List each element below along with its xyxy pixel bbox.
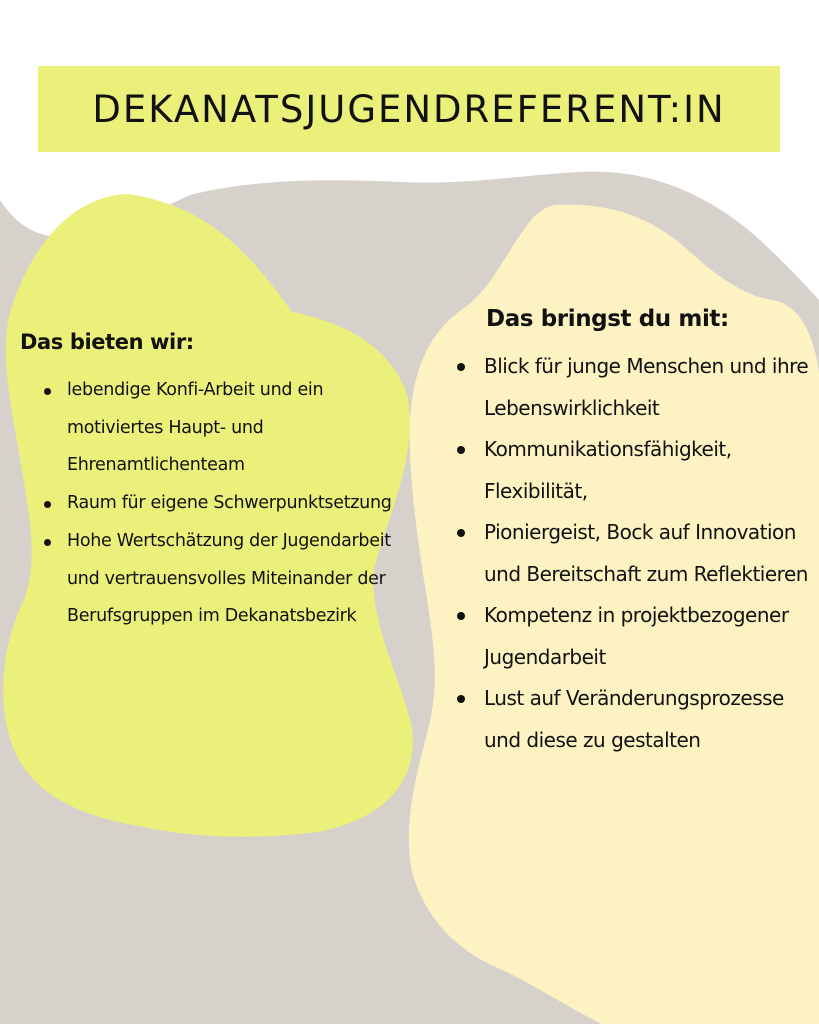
bullet-icon [457, 529, 465, 537]
list-item [20, 523, 410, 636]
list-item-text: Lust auf Veränderungsprozesse und diese zu gestalten [484, 686, 784, 752]
list-item-text: Kompetenz in projektbezogener Jugendarbeit [484, 603, 789, 669]
offer-list [20, 372, 410, 636]
offer-panel [20, 330, 410, 636]
list-item [450, 346, 815, 429]
list-item [20, 485, 410, 523]
bullet-icon [44, 388, 51, 395]
list-item-text: Hohe Wertschätzung der Jugendarbeit und vertrauensvolles Miteinander der Berufsgruppen im Dekanatsbezirk [67, 530, 391, 627]
list-item-text: Pioniergeist, Bock auf Innovation und Bereitschaft zum Reflektieren [484, 520, 808, 586]
list-item [20, 372, 410, 485]
list-item [450, 678, 815, 761]
list-item-text: Blick für junge Menschen und ihre Lebenswirklichkeit [484, 354, 809, 420]
requirements-list [450, 346, 815, 761]
bullet-icon [44, 501, 51, 508]
bullet-icon [44, 539, 51, 546]
list-item [450, 512, 815, 595]
list-item-text: Kommunikationsfähigkeit, Flexibilität, [484, 437, 732, 503]
list-item-text: Raum für eigene Schwerpunktsetzung [67, 493, 392, 514]
offer-heading: Das bieten wir: [20, 330, 194, 354]
bullet-icon [457, 695, 465, 703]
list-item [450, 595, 815, 678]
bullet-icon [457, 363, 465, 371]
list-item-text: lebendige Konfi-Arbeit und ein motiviertes Haupt- und Ehrenamtlichenteam [67, 380, 324, 476]
list-item [450, 429, 815, 512]
requirements-heading: Das bringst du mit: [486, 306, 729, 332]
page-title: DEKANATSJUGENDREFERENT:IN [92, 87, 726, 131]
bullet-icon [457, 446, 465, 454]
bullet-icon [457, 612, 465, 620]
title-box [38, 66, 780, 152]
requirements-panel [450, 306, 815, 761]
